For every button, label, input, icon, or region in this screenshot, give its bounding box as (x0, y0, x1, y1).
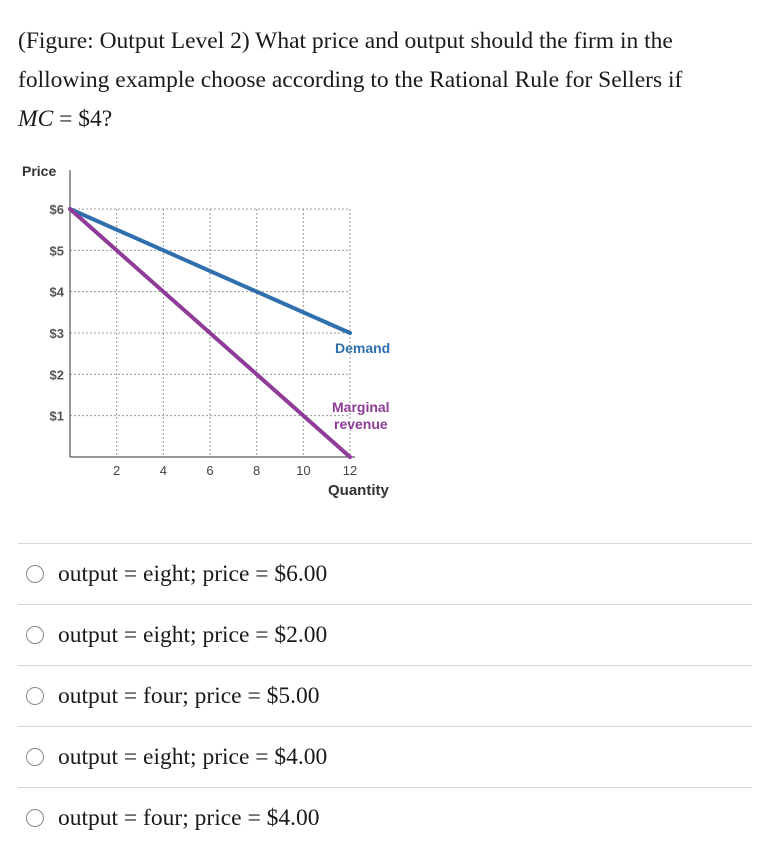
answer-choices (18, 543, 752, 848)
x-tick-label: 4 (159, 463, 167, 478)
y-tick-label: $6 (49, 202, 64, 217)
y-axis-label: Price (22, 163, 57, 179)
y-tick-label: $3 (49, 326, 64, 341)
radio-button[interactable] (26, 626, 44, 644)
marginal-revenue-label-line1: Marginal (332, 399, 390, 415)
x-tick-label: 8 (253, 463, 261, 478)
question-text (18, 22, 758, 139)
choice-5[interactable] (18, 787, 752, 848)
mc-label: MC (18, 106, 54, 132)
choice-label: output = eight; price = $2.00 (58, 621, 328, 648)
choice-label: output = eight; price = $6.00 (58, 560, 328, 587)
y-tick-label: $4 (49, 284, 64, 300)
choice-label: output = eight; price = $4.00 (58, 743, 328, 770)
y-tick-label: $1 (49, 408, 64, 424)
x-tick-labels (113, 463, 357, 478)
x-tick-label: 2 (113, 463, 121, 478)
choice-4[interactable] (18, 726, 752, 787)
y-tick-labels (50, 202, 65, 424)
marginal-revenue-label-line2: revenue (334, 416, 388, 432)
y-tick-label: $5 (49, 243, 64, 259)
demand-label: Demand (335, 340, 391, 356)
choice-label: output = four; price = $4.00 (58, 804, 320, 831)
mc-value: = $4? (53, 106, 113, 132)
question-line-2: following example choose according to the Rational Rule for Sellers if (18, 67, 683, 93)
x-tick-label: 10 (296, 463, 311, 478)
choice-label: output = four; price = $5.00 (58, 682, 320, 709)
y-tick-label: $2 (49, 367, 64, 383)
question-line-1: (Figure: Output Level 2) What price and output should the firm in the (18, 28, 673, 54)
radio-button[interactable] (26, 687, 44, 705)
output-level-chart (0, 150, 420, 510)
choice-1[interactable] (18, 543, 752, 604)
radio-button[interactable] (26, 565, 44, 583)
choice-3[interactable] (18, 665, 752, 726)
radio-button[interactable] (26, 748, 44, 766)
x-tick-label: 12 (342, 463, 358, 478)
radio-button[interactable] (26, 809, 44, 827)
x-tick-label: 6 (206, 463, 214, 478)
x-axis-label: Quantity (328, 482, 389, 499)
question-line-3 (18, 100, 758, 139)
choice-2[interactable] (18, 604, 752, 665)
